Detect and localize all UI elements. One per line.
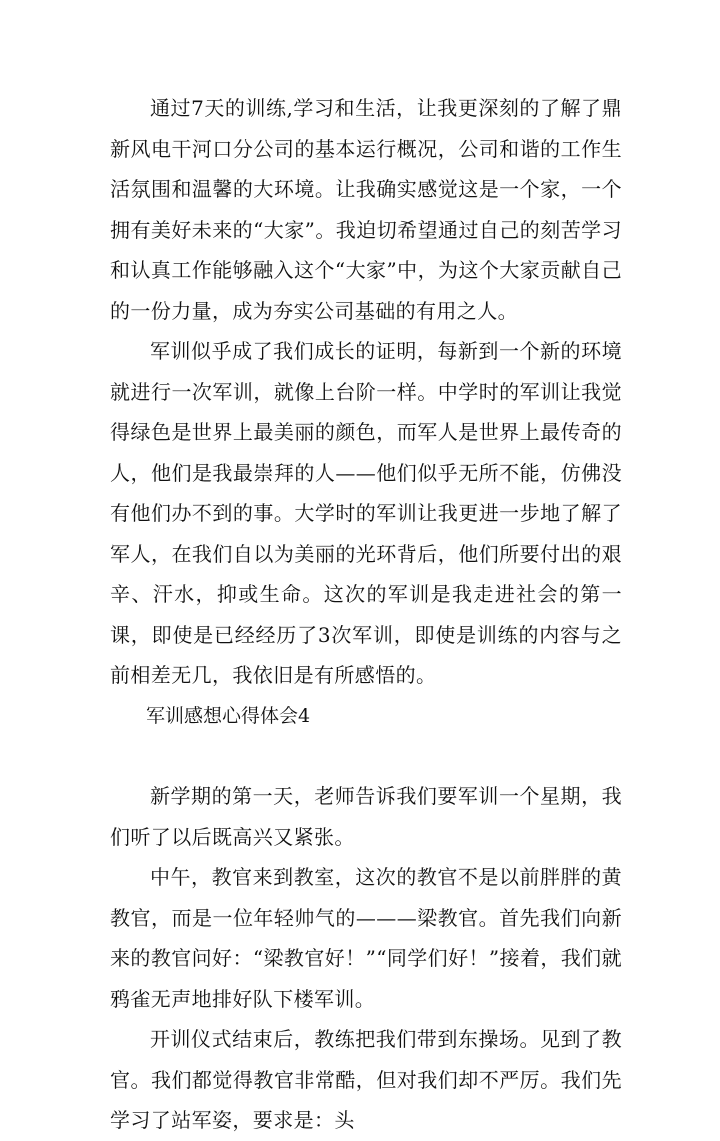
paragraph-opening-ceremony: 开训仪式结束后，教练把我们带到东操场。见到了教官。我们都觉得教官非常酷，但对我们却不严厉。我们先学习了站军姿，要求是：头: [110, 1027, 622, 1132]
section-heading: 军训感想心得体会4: [146, 704, 311, 727]
paragraph-military-training: 军训似乎成了我们成长的证明，每新到一个新的环境就进行一次军训，就像上台阶一样。中学时的军训让我觉得绿色是世界上最美丽的颜色，而军人是世界上最传奇的人，他们是我最崇拜的人——他们似乎无所不能，仿佛没有他们办不到的事。大学时的军训让我更进一步地了解了军人，在我们自以为美丽的光环背后，他们所要付出的艰辛、汗水，抑或生命。这次的军训是我走进社会的第一课，即使是已经经历了3次军训，即使是训练的内容与之前相差无几，我依旧是有所感悟的。: [110, 339, 622, 687]
paragraph-intro: 通过7天的训练,学习和生活，让我更深刻的了解了鼎新风电干河口分公司的基本运行概况，公司和谐的工作生活氛围和温馨的大环境。让我确实感觉这是一个家，一个拥有美好未来的“大家”。我迫切希望通过自己的刻苦学习和认真工作能够融入这个“大家”中，为这个大家贡献自己的一份力量，成为夯实公司基础的有用之人。: [110, 96, 622, 323]
paragraph-noon: 中午，教官来到教室，这次的教官不是以前胖胖的黄教官，而是一位年轻帅气的———梁教官。首先我们向新来的教官问好：“梁教官好！”“同学们好！”接着，我们就鸦雀无声地排好队下楼军训。: [110, 865, 622, 1011]
document-page: [110, 88, 622, 1141]
paragraph-first-day: 新学期的第一天，老师告诉我们要军训一个星期，我们听了以后既高兴又紧张。: [110, 784, 622, 849]
